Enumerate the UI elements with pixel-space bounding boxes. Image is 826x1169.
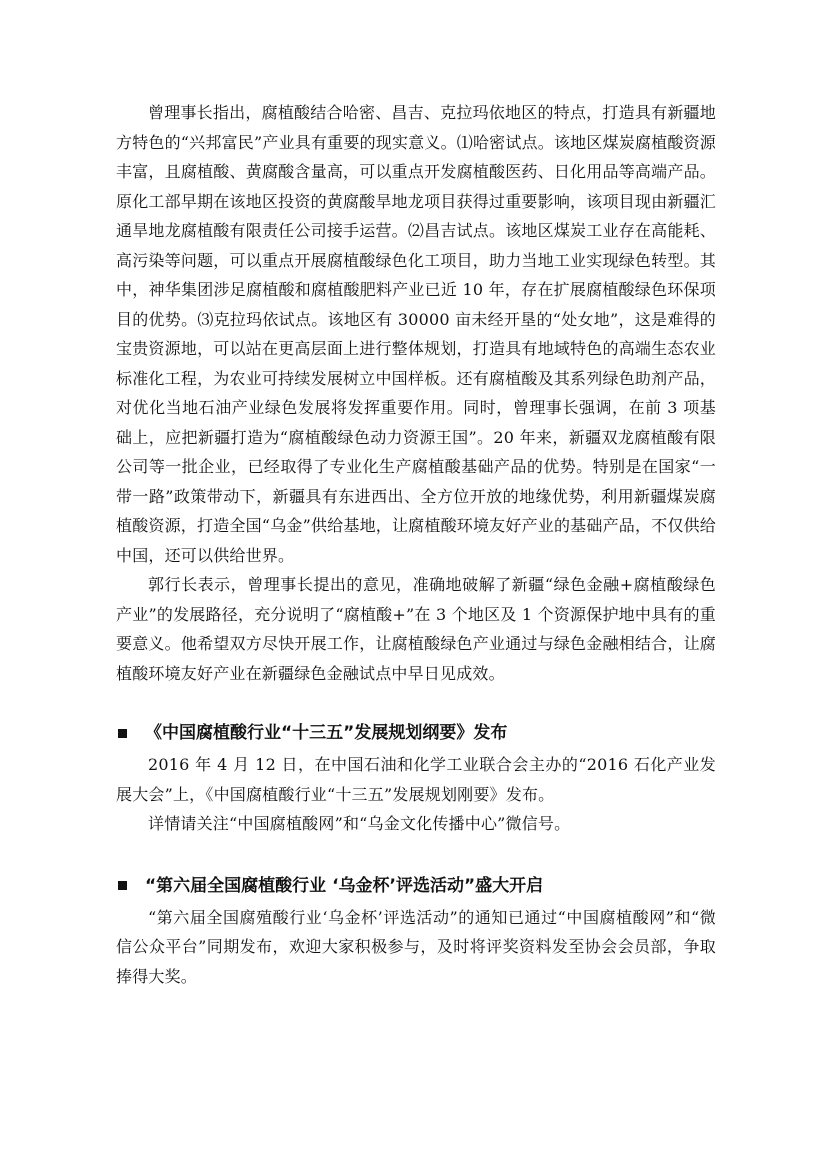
intro-block	[116, 98, 716, 688]
square-bullet-icon	[118, 881, 127, 890]
document-page	[116, 98, 716, 991]
body-paragraph: 曾理事长指出，腐植酸结合哈密、昌吉、克拉玛依地区的特点，打造具有新疆地方特色的“兴邦富民”产业具有重要的现实意义。⑴哈密试点。该地区煤炭腐植酸资源丰富，且腐植酸、黄腐酸含量高，可以重点开发腐植酸医药、日化用品等高端产品。原化工部早期在该地区投资的黄腐酸旱地龙项目获得过重要影响，该项目现由新疆汇通旱地龙腐植酸有限责任公司接手运营。⑵昌吉试点。该地区煤炭工业存在高能耗、高污染等问题，可以重点开展腐植酸绿色化工项目，助力当地工业实现绿色转型。其中，神华集团涉足腐植酸和腐植酸肥料产业已近 10 年，存在扩展腐植酸绿色环保项目的优势。⑶克拉玛依试点。该地区有 30000 亩未经开垦的“处女地”，这是难得的宝贵资源地，可以站在更高层面上进行整体规划，打造具有地域特色的高端生态农业标准化工程，为农业可持续发展树立中国样板。还有腐植酸及其系列绿色助剂产品，对优化当地石油产业绿色发展将发挥重要作用。同时，曾理事长强调，在前 3 项基础上，应把新疆打造为“腐植酸绿色动力资源王国”。20 年来，新疆双龙腐植酸有限公司等一批企业，已经取得了专业化生产腐植酸基础产品的优势。特别是在国家“一带一路”政策带动下，新疆具有东进西出、全方位开放的地缘优势，利用新疆煤炭腐植酸资源，打造全国“乌金”供给基地，让腐植酸环境友好产业的基础产品，不仅供给中国，还可以供给世界。	[116, 103, 716, 565]
section-title: 《中国腐植酸行业“十三五”发展规划纲要》发布	[145, 723, 508, 743]
body-paragraph: “第六届全国腐殖酸行业‘乌金杯’评选活动”的通知已通过“中国腐植酸网”和“微信公众平台”同期发布，欢迎大家积极参与，及时将评奖资料发至协会会员部，争取捧得大奖。	[116, 907, 716, 986]
news-section-award	[116, 871, 716, 992]
body-paragraph: 2016 年 4 月 12 日，在中国石油和化学工业联合会主办的“2016 石化产业发展大会”上，《中国腐植酸行业“十三五”发展规划刚要》发布。	[116, 755, 716, 804]
section-heading	[116, 871, 716, 901]
body-paragraph: 详情请关注“中国腐植酸网”和“乌金文化传播中心”微信号。	[148, 814, 571, 833]
square-bullet-icon	[118, 729, 127, 738]
body-paragraph: 郭行长表示，曾理事长提出的意见，准确地破解了新疆“绿色金融+腐植酸绿色产业”的发展路径，充分说明了“腐植酸+”在 3 个地区及 1 个资源保护地中具有的重要意义。他希望双方尽快开展工作，让腐植酸绿色产业通过与绿色金融相结合，让腐植酸环境友好产业在新疆绿色金融试点中早日见成效。	[116, 575, 716, 683]
section-title: “第六届全国腐植酸行业 ‘乌金杯’评选活动”盛大开启	[145, 875, 544, 896]
section-heading	[116, 718, 716, 748]
news-section-planning	[116, 718, 716, 839]
